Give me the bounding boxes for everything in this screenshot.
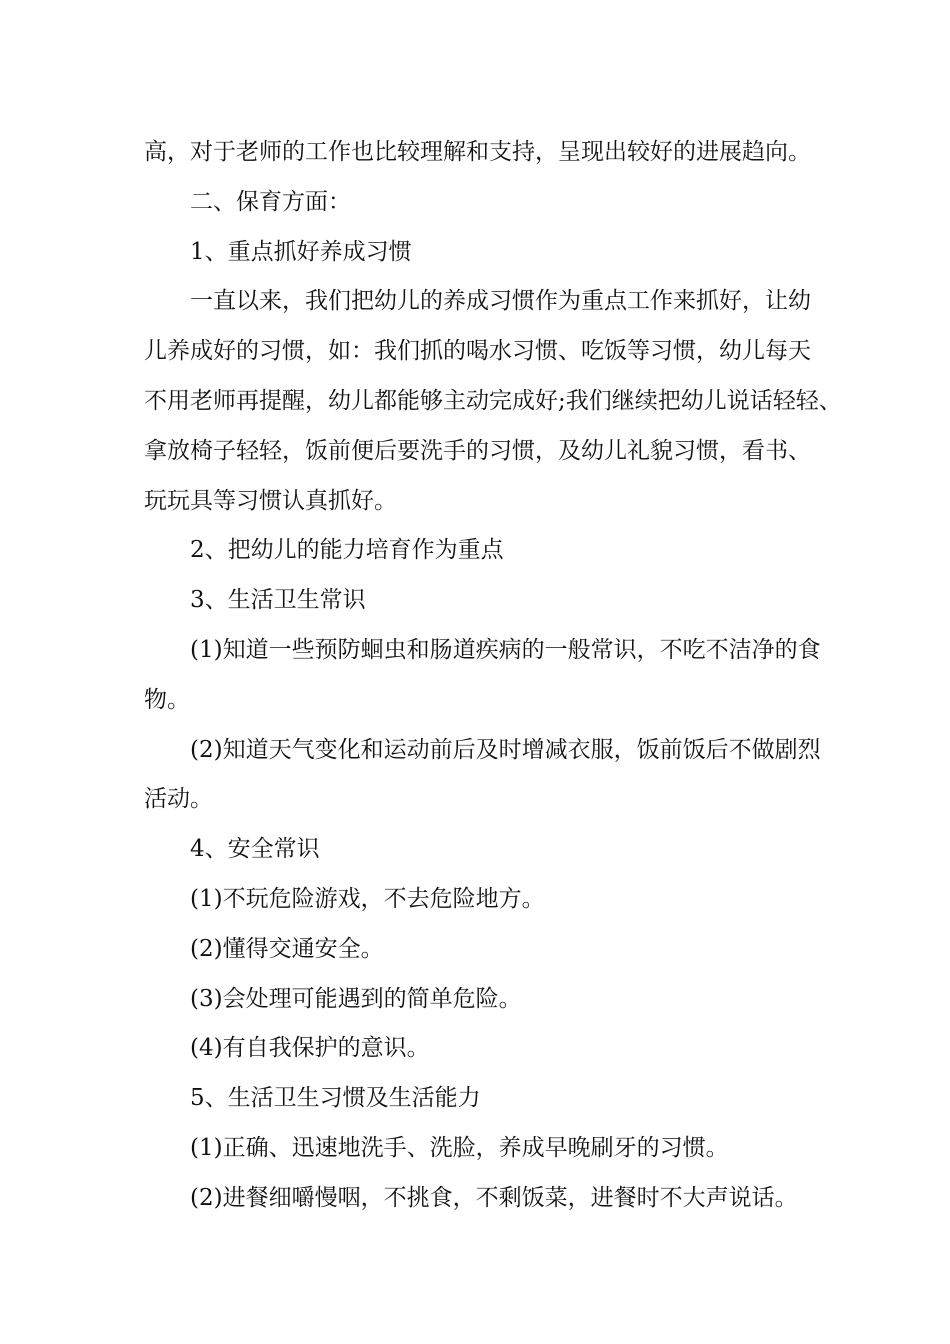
- list-item: (4)有自我保护的意识。: [190, 1035, 430, 1062]
- text-line: 拿放椅子轻轻，饭前便后要洗手的习惯，及幼儿礼貌习惯，看书、: [144, 437, 811, 464]
- document-body: [144, 128, 842, 1224]
- text-line: 儿养成好的习惯，如：我们抓的喝水习惯、吃饭等习惯，幼儿每天: [144, 338, 811, 365]
- text-line: 玩玩具等习惯认真抓好。: [144, 487, 397, 514]
- list-item: (2)懂得交通安全。: [190, 935, 384, 962]
- text-line: 物。: [144, 686, 190, 713]
- list-item: (1)正确、迅速地洗手、洗脸，养成早晚刷牙的习惯。: [190, 1134, 729, 1161]
- section-heading: 二、保育方面：: [190, 188, 351, 215]
- list-item: (1)不玩危险游戏，不去危险地方。: [190, 885, 545, 912]
- text-line: 高，对于老师的工作也比较理解和支持，呈现出较好的进展趋向。: [144, 139, 811, 165]
- list-item: (1)知道一些预防蛔虫和肠道疾病的一般常识，不吃不洁净的食: [190, 636, 821, 663]
- subsection-heading: 2、把幼儿的能力培育作为重点: [190, 537, 504, 564]
- list-item: (3)会处理可能遇到的简单危险。: [190, 985, 522, 1012]
- list-item: (2)知道天气变化和运动前后及时增减衣服，饭前饭后不做剧烈: [190, 736, 821, 763]
- subsection-heading: 4、安全常识: [190, 836, 320, 863]
- text-line: 不用老师再提醒，幼儿都能够主动完成好;我们继续把幼儿说话轻轻、: [144, 387, 842, 414]
- text-line: 一直以来，我们把幼儿的养成习惯作为重点工作来抓好，让幼: [190, 288, 811, 315]
- subsection-heading: 1、重点抓好养成习惯: [190, 238, 412, 265]
- subsection-heading: 5、生活卫生习惯及生活能力: [190, 1085, 481, 1112]
- list-item: (2)进餐细嚼慢咽，不挑食，不剩饭菜，进餐时不大声说话。: [190, 1184, 798, 1211]
- text-line: 活动。: [144, 786, 213, 813]
- subsection-heading: 3、生活卫生常识: [190, 587, 366, 614]
